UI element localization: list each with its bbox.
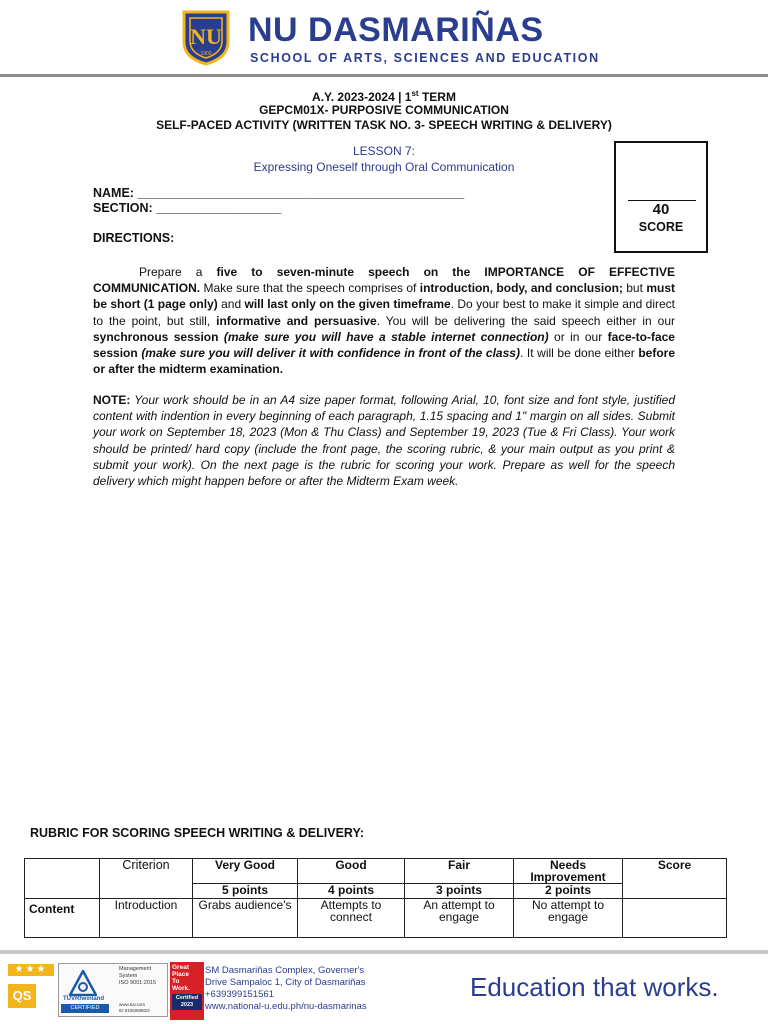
rubric-score-cell	[623, 899, 727, 938]
svg-text:1900: 1900	[200, 51, 212, 57]
footer-address-2: Drive Sampaloc 1, City of Dasmariñas	[205, 977, 366, 988]
tuv-text: Management System ISO 9001:2015	[119, 966, 157, 986]
tuv-triangle-icon	[69, 970, 97, 996]
qs-stars-logo	[8, 964, 54, 1014]
footer-slogan: Education that works.	[470, 972, 719, 1002]
directions-segment: . Do your best to make it simple and direct to the point, but still,	[93, 297, 675, 328]
directions-text	[93, 265, 675, 376]
directions-segment: (make sure you will have a stable internet connection)	[223, 329, 549, 344]
rubric-header-needs-improvement: Needs Improvement	[514, 859, 623, 884]
rubric-content-row	[25, 899, 727, 938]
note-paragraph	[93, 392, 675, 489]
directions-segment: introduction, body, and conclusion;	[419, 281, 623, 296]
directions-segment: . You will be delivering the said speech either in our	[376, 313, 675, 328]
directions-segment: Make sure that the speech comprises of	[200, 281, 420, 296]
footer-website[interactable]: www.national-u.edu.ph/nu-dasmarinas	[205, 1001, 367, 1012]
rubric-category: Content	[25, 899, 100, 938]
university-seal-logo	[180, 8, 232, 66]
rubric-criterion: Introduction	[100, 899, 193, 938]
score-box	[614, 141, 708, 253]
rubric-fair-desc: An attempt to engage	[405, 899, 514, 938]
brand-name: NU DASMARIÑAS	[248, 11, 544, 49]
rubric-header-criterion: Criterion	[100, 859, 193, 899]
directions-segment: must be short (1 page only)	[93, 281, 675, 312]
rubric-header-good: Good	[298, 859, 405, 884]
directions-segment: face-to-face session	[93, 329, 675, 361]
tuv-id: www.tuv.com ID 9105068822	[119, 1002, 150, 1013]
academic-year: A.Y. 2023-2024 | 1st TERM	[312, 89, 456, 104]
header-divider	[0, 74, 768, 77]
lesson-number: LESSON 7:	[352, 144, 416, 158]
great-place-to-work-logo: Great Place To Work. Certified 2023	[170, 962, 204, 1020]
directions-heading: DIRECTIONS:	[93, 231, 175, 245]
total-score: 40	[652, 201, 670, 218]
footer-phone: +639399151561	[205, 989, 274, 1000]
rubric-points-good: 4 points	[298, 884, 405, 899]
note-label: NOTE:	[93, 393, 131, 407]
directions-segment: informative and persuasive	[216, 313, 377, 328]
directions-segment: five to seven-minute speech on the IMPORTANCE OF EFFECTIVE COMMUNICATION.	[93, 265, 675, 296]
section-field: SECTION: __________________	[93, 201, 282, 215]
svg-text:NU: NU	[190, 24, 222, 49]
rubric-header-row	[25, 859, 727, 884]
footer-divider	[0, 950, 768, 954]
tuv-certified: CERTIFIED	[61, 1004, 109, 1013]
rubric-points-very-good: 5 points	[193, 884, 298, 899]
activity-title: SELF-PACED ACTIVITY (WRITTEN TASK NO. 3- SPEECH WRITING & DELIVERY)	[156, 118, 612, 132]
directions-segment: will last only on the given timeframe	[244, 297, 451, 312]
note-text: Your work should be in an A4 size paper format, following Arial, 10, font size and font style, justified content with indention in every beginning of each paragraph, 1.15 spacing and 1" margin on all sides. Submit your work on September 18, 2023 (Mon & Thu Class) and September 19, 2023 (Tue & Fri Class). Your work should be printed/ hard copy (include the front page, the scoring rubric, & your main output as you print & submit your work). On the next page is the rubric for scoring your work. Prepare as well for the speech delivery which might happen before or after the Midterm Exam week.	[93, 393, 675, 489]
directions-segment: but	[622, 281, 647, 296]
rubric-title: RUBRIC FOR SCORING SPEECH WRITING & DELIVERY:	[30, 826, 365, 840]
directions-segment: before or after the midterm examination.	[93, 346, 675, 377]
rubric-good-desc: Attempts to connect	[298, 899, 405, 938]
directions-segment: and	[217, 297, 245, 312]
footer-contact	[205, 965, 367, 1013]
school-subtitle: SCHOOL OF ARTS, SCIENCES AND EDUCATION	[250, 51, 600, 65]
rubric-very-good-desc: Grabs audience's	[193, 899, 298, 938]
rubric-table	[24, 858, 727, 938]
rubric-blank-cell	[25, 859, 100, 899]
tuv-brand: TÜVRheinland	[63, 996, 105, 1002]
directions-segment: Prepare a	[139, 265, 217, 279]
directions-paragraph	[93, 264, 675, 377]
score-label: SCORE	[638, 220, 684, 234]
directions-segment: . It will be done either	[519, 346, 639, 361]
course-title: GEPCM01X- PURPOSIVE COMMUNICATION	[259, 103, 509, 117]
qs-label: QS	[8, 984, 36, 1008]
rubric-points-fair: 3 points	[405, 884, 514, 899]
rubric-needs-improvement-desc: No attempt to engage	[514, 899, 623, 938]
footer-address-1: SM Dasmariñas Complex, Governer's	[205, 965, 365, 976]
directions-segment: or in our	[548, 329, 608, 344]
name-field: NAME: _______________________________________________	[93, 186, 465, 200]
rubric-header-very-good: Very Good	[193, 859, 298, 884]
directions-segment: (make sure you will deliver it with confidence in front of the class)	[141, 346, 520, 361]
lesson-title: Expressing Oneself through Oral Communication	[253, 160, 515, 174]
rubric-header-score: Score	[623, 859, 727, 899]
rubric-points-needs-improvement: 2 points	[514, 884, 623, 899]
directions-segment: synchronous session	[93, 329, 219, 344]
tuv-certification-logo	[58, 963, 168, 1017]
qs-stars: ★★★	[8, 964, 54, 976]
rubric-header-fair: Fair	[405, 859, 514, 884]
